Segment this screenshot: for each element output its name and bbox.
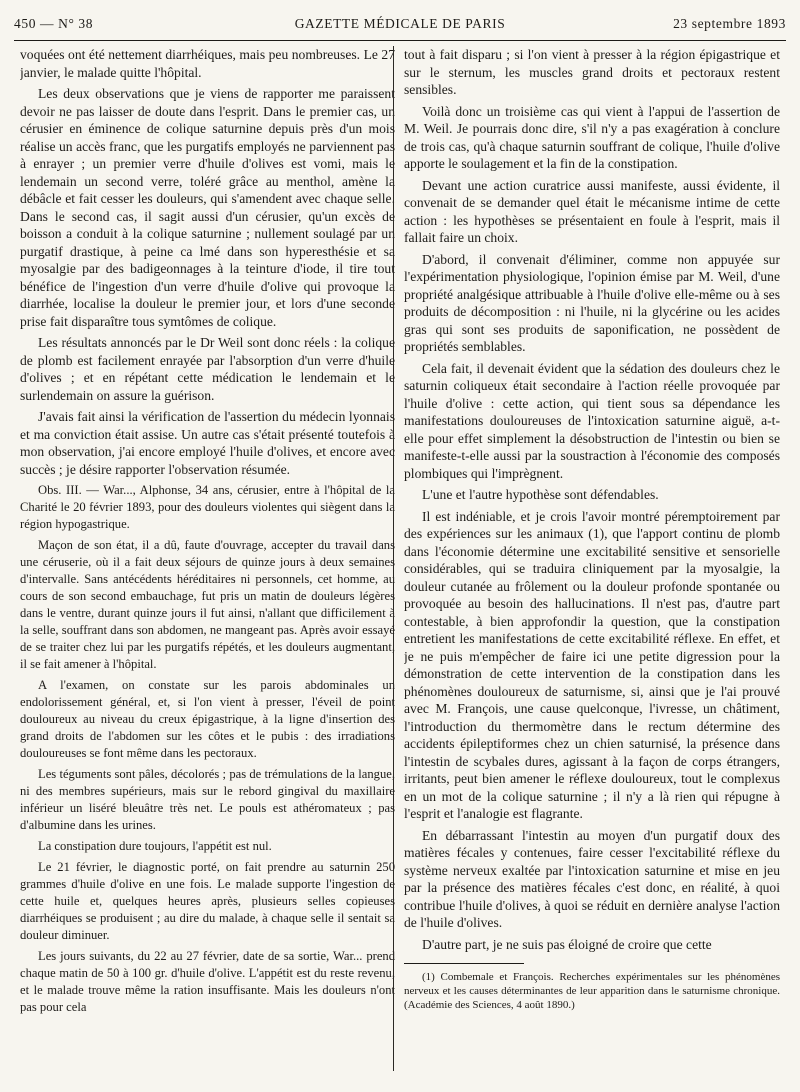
paragraph: Maçon de son état, il a dû, faute d'ouvrage, accepter du travail dans une céruserie, où il a fait deux séjours de quinze jours à deux semaines d'intervalle. Sans antécédents héréditaires ni personnels, cet homme, au cours de son second embauchage, fut pris un matin de douleurs légères dans le ventre, durant quinze jours il fut ainsi, n'allant que difficilement à la selle, souffrant dans son abdomen, ne mangeant pas. Après avoir essayé de se traiter chez lui par les purgatifs répétés, et les douleurs augmentant, il se fait amener à l'hôpital. (20, 538, 395, 671)
paragraph: Les résultats annoncés par le Dr Weil sont donc réels : la colique de plomb est facilement enrayée par l'absorption d'un verre d'huile d'olives ; et en répétant cette médication le lendemain et le surlendemain on assure la guérison. (20, 335, 395, 403)
paragraph: Il est indéniable, et je crois l'avoir montré péremptoirement par des expériences sur les animaux (1), que l'apport continu de plomb dans l'économie détermine une excitabilité sensitive et sensorielle considérables, qui se traduira cliniquement par la myosalgie, la douleur cutanée au frôlement ou la douleur profonde spontanée ou provoquée au besoin des hallucinations. Il n'est pas, d'autre part contestable, à bien approfondir la question, que la constipation entretient les manifestations de cette excitabilité réflexe. En effet, et je ne puis m'empêcher de faire ici une petite digression pour la démonstration de cette intervention de la constipation dans les phénomènes douloureux de saturnisme, si, ainsi que je l'ai prouvé avec M. François, une cause quelconque, l'ivresse, un châtiment, l'introduction du thermomètre dans le rectum détermine des accidents épileptiformes chez un chien saturnisé, la présence dans l'intestin de scybales dures, agissant à la façon de corps étrangers, irritants, peut bien amener le réflexe douloureux, tout le complexus en un mot de la colique saturnine ; il n'y a là rien qui répugne à l'esprit et l'analogie est flagrante. (404, 508, 780, 821)
paragraph: La constipation dure toujours, l'appétit est nul. (38, 839, 272, 853)
paragraph: En débarrassant l'intestin au moyen d'un purgatif doux des matières fécales y contenues, faire cesser l'excitabilité réflexe du système nerveux exaltée par l'intoxication saturnine et mise en jeu par la présence des matières fécales c'est donc, en réalité, à quoi contribue l'huile d'olives, à quoi se réduit en dernière analyse l'action de l'huile d'olives. (404, 827, 780, 930)
paragraph: J'avais fait ainsi la vérification de l'assertion du médecin lyonnais et ma conviction était assise. Un autre cas s'était présenté toutefois à mon observation, j'ai encore employé l'huile d'olives, et encore avec succès ; je désire rapporter l'observation résumée. (20, 409, 395, 477)
column-divider (393, 46, 394, 1071)
paragraph: A l'examen, on constate sur les parois abdominales un endolorissement général, et, si l'on vient à presser, l'éveil de point douloureux au niveau du creux épigastrique, à la ligne d'insertion des grand droits de l'abdomen sur les côtes et le pubis : des irradiations douloureuses se font même dans les pectoraux. (20, 678, 395, 760)
paragraph: Les deux observations que je viens de rapporter me paraissent devoir ne pas laisser de doute dans l'esprit. Dans le premier cas, un cérusier en éminence de colique saturnine depuis près d'un mois réalise un accès franc, que les purgatifs employés ne parviennent pas à enrayer ; un premier verre d'huile d'olives est vomi, mais le lendemain un second verre, toléré grâce au menthol, amène la débâcle et fait cesser les douleurs, qui s'amendent avec chaque selle. Dans le second cas, il sagit aussi d'un cérusier, qu'un excès de boisson a conduit à la colique saturnine ; nullement soulagé par un purgatif drastique, à peine ca lmé dans son hyperesthésie et sa myosalgie par des badigeonnages à la teinture d'iode, il tire tout bénéfice de l'ingestion d'un verre d'huile d'olive qui provoque la diarrhée, localise la douleur le premier jour, et lors d'une seconde prise fait disparaître tous symtômes de colique. (20, 86, 395, 329)
paragraph: D'abord, il convenait d'éliminer, comme non appuyée sur l'expérimentation physiologique, l'opinion émise par M. Weil, d'une propriété analgésique attribuable à l'huile d'olive elle-même ou à ses produits de décomposition : ni l'huile, ni la glycérine ou les acides gras qui sont ses produits de saponification, ne possèdent de propriétés semblables. (404, 251, 780, 354)
paragraph: D'autre part, je ne suis pas éloigné de croire que cette (422, 936, 712, 952)
paragraph: Les jours suivants, du 22 au 27 février, date de sa sortie, War... prend chaque matin de 50 à 100 gr. d'huile d'olive. L'appétit est du reste revenu, et le malade trouve même la ration insuffisante. Mais les douleurs n'ont pas pour cela (20, 949, 395, 1014)
paragraph: Cela fait, il devenait évident que la sédation des douleurs chez le saturnin coliqueux était secondaire à l'action réelle provoquée par l'huile d'olive : cette action, qui tient sous sa dépendance les manifestations douloureuses de l'intoxication saturnine aiguë, a-t-elle pour effet simplement la désobstruction de l'intestin ou bien se manifeste-t-elle aussi par la soustraction à l'économie des composés plombiques qui l'imprègnent. (404, 360, 780, 481)
journal-title: GAZETTE MÉDICALE DE PARIS (294, 16, 506, 31)
page-header (14, 10, 786, 36)
footnote-rule (404, 963, 524, 964)
footnote: (1) Combemale et François. Recherches expérimentales sur les phénomènes nerveux et les causes déterminantes de leur apparition dans le saturnisme chronique. (Académie des Sciences, 4 août 1890.) (404, 971, 780, 1011)
observation-heading: Obs. III. — War..., Alphonse, 34 ans, cérusier, entre à l'hôpital de la Charité le 20 février 1893, pour des douleurs violentes qui siègent dans la région hypogastrique. (20, 483, 395, 531)
paragraph: voquées ont été nettement diarrhéiques, mais peu nombreuses. Le 27 janvier, le malade quitte l'hôpital. (20, 47, 395, 80)
page-number: 450 — N° 38 (14, 16, 94, 31)
paragraph: Voilà donc un troisième cas qui vient à l'appui de l'assertion de M. Weil. Je pourrais donc dire, s'il n'y a pas exagération à conclure de trois cas, qu'à chaque saturnin souffrant de colique, l'huile d'olive apporte le soulagement et la fin de la constipation. (404, 103, 780, 171)
paragraph: Les téguments sont pâles, décolorés ; pas de trémulations de la langue, ni des membres supérieurs, mais sur le rebord gingival du maxillaire inférieur un liséré bleuâtre très net. Le pouls est athéromateux ; pas d'albumine dans les urines. (20, 767, 395, 832)
paragraph: L'une et l'autre hypothèse sont défendables. (422, 487, 659, 502)
header-rule (14, 40, 786, 41)
paragraph: Devant une action curatrice aussi manifeste, aussi évidente, il convenait de se demander quel était le mécanisme intime de cette action : les hypothèses se présentaient en foule à l'esprit, mais il fallait faire un choix. (404, 177, 780, 245)
right-column (404, 46, 780, 1076)
left-column (20, 46, 395, 1076)
paragraph: tout à fait disparu ; si l'on vient à presser à la région épigastrique et sur le sternum, les muscles grand droits et pectoraux restent sensibles. (404, 47, 780, 97)
issue-date: 23 septembre 1893 (673, 16, 786, 31)
paragraph: Le 21 février, le diagnostic porté, on fait prendre au saturnin 250 grammes d'huile d'olive en une fois. Le malade supporte l'ingestion de cette huile et, quelques heures après, plusieurs selles copieuses diarrhéiques se produisent ; au dire du malade, à chaque selle il sentait sa douleur diminuer. (20, 860, 395, 942)
